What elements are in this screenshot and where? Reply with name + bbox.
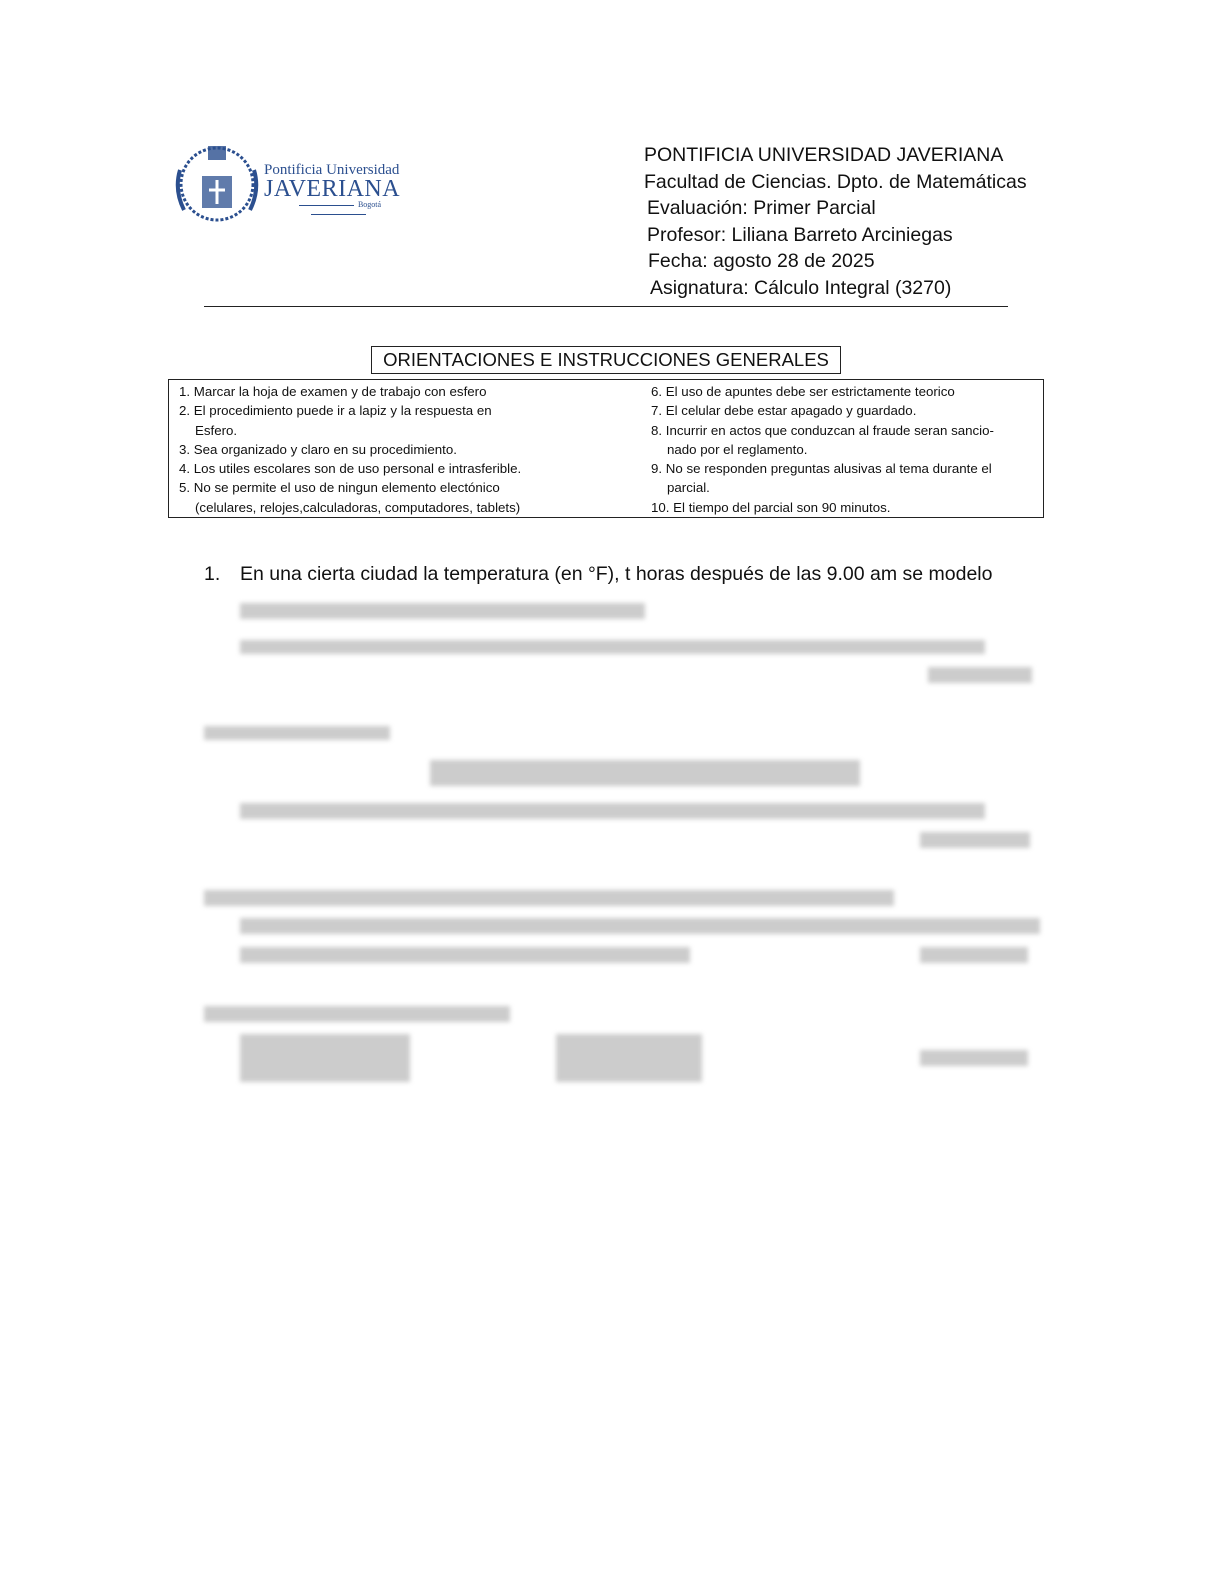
instruction-item: (celulares, relojes,calculadoras, computadores, tablets) bbox=[195, 499, 521, 515]
instruction-item: 5. No se permite el uso de ningun elemento electónico bbox=[179, 480, 500, 496]
instruction-item: 10. El tiempo del parcial son 90 minutos. bbox=[651, 499, 891, 515]
question-text: En una cierta ciudad la temperatura (en °F), t horas después de las 9.00 am se modelo bbox=[240, 563, 993, 585]
logo-line3: Bogotá bbox=[264, 200, 412, 218]
instruction-item: 8. Incurrir en actos que conduzcan al fraude seran sancio- bbox=[651, 422, 994, 438]
crest-icon bbox=[174, 140, 260, 224]
exam-date: Fecha: agosto 28 de 2025 bbox=[648, 250, 875, 273]
divider bbox=[204, 306, 1008, 307]
university-logo bbox=[174, 140, 414, 226]
professor: Profesor: Liliana Barreto Arciniegas bbox=[647, 223, 953, 246]
logo-line2: JAVERIANA bbox=[264, 176, 401, 202]
instruction-item: 2. El procedimiento puede ir a lapiz y la respuesta en bbox=[179, 403, 492, 419]
instructions-left bbox=[179, 382, 521, 517]
instructions-title: ORIENTACIONES E INSTRUCCIONES GENERALES bbox=[371, 346, 841, 374]
instruction-item: 7. El celular debe estar apagado y guardado. bbox=[651, 403, 917, 419]
university-name: PONTIFICIA UNIVERSIDAD JAVERIANA bbox=[644, 144, 1004, 166]
instructions-box bbox=[168, 379, 1044, 518]
evaluation: Evaluación: Primer Parcial bbox=[647, 197, 876, 220]
instruction-item: 3. Sea organizado y claro en su procedimiento. bbox=[179, 441, 457, 457]
logo-line1: Pontificia Universidad bbox=[264, 162, 400, 178]
course: Asignatura: Cálculo Integral (3270) bbox=[650, 276, 952, 299]
instruction-item: parcial. bbox=[667, 480, 710, 496]
instruction-item: Esfero. bbox=[195, 422, 238, 438]
instructions-right bbox=[651, 382, 994, 517]
question-1 bbox=[204, 563, 992, 586]
question-number: 1. bbox=[204, 563, 221, 585]
instruction-item: 1. Marcar la hoja de examen y de trabajo con esfero bbox=[179, 384, 487, 399]
instruction-item: 4. Los utiles escolares son de uso personal e intrasferible. bbox=[179, 461, 522, 477]
instruction-item: 9. No se responden preguntas alusivas al tema durante el bbox=[651, 461, 992, 477]
instruction-item: 6. El uso de apuntes debe ser estrictamente teorico bbox=[651, 384, 955, 399]
exam-header bbox=[644, 142, 1027, 302]
instruction-item: nado por el reglamento. bbox=[667, 441, 808, 457]
faculty: Facultad de Ciencias. Dpto. de Matemáticas bbox=[644, 170, 1027, 193]
